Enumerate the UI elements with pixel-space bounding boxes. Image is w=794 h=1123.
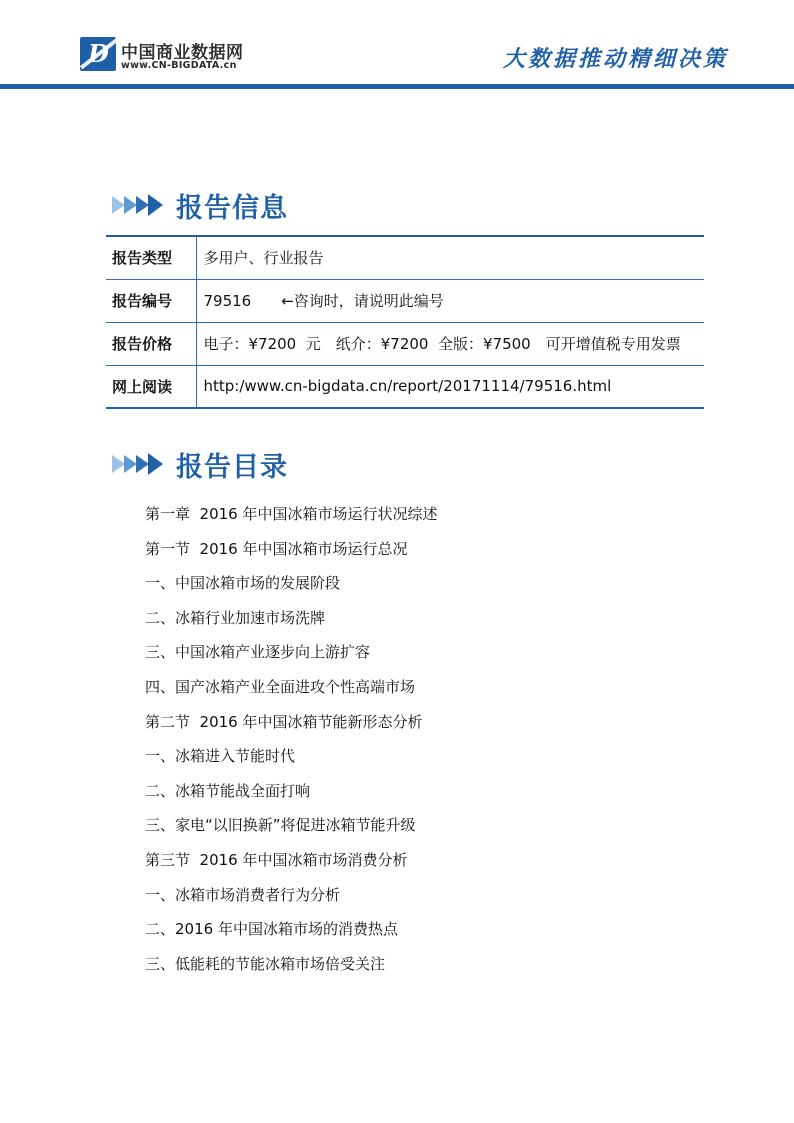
toc-item: 二、冰箱行业加速市场洗牌	[145, 608, 326, 627]
table-row	[106, 322, 704, 365]
row-value: 多用户、行业报告	[196, 236, 704, 279]
header-divider	[0, 84, 794, 89]
table-row	[106, 236, 704, 279]
toc-heading	[112, 444, 288, 484]
report-info-title: 报告信息	[176, 192, 288, 224]
table-row	[106, 365, 704, 408]
toc-item: 三、中国冰箱产业逐步向上游扩容	[145, 643, 371, 662]
table-row	[106, 279, 704, 322]
row-value: 电子：¥7200 元 纸介：¥7200 全版：¥7500 可开增值税专用发票	[196, 322, 704, 365]
page-header	[0, 0, 794, 92]
toc-item: 二、2016 年中国冰箱市场的消费热点	[145, 920, 398, 939]
row-label: 报告类型	[106, 236, 196, 279]
report-info-table	[106, 235, 704, 409]
table-of-contents	[145, 497, 437, 981]
chevrons-icon	[112, 453, 162, 475]
toc-item: 三、低能耗的节能冰箱市场倍受关注	[145, 954, 386, 973]
row-label: 报告价格	[106, 322, 196, 365]
toc-title: 报告目录	[176, 451, 288, 483]
chevrons-icon	[112, 194, 162, 216]
brand-name: 中国商业数据网	[121, 43, 244, 63]
toc-item: 第一章 2016 年中国冰箱市场运行状况综述	[145, 505, 438, 523]
row-value: 79516 ←咨询时，请说明此编号	[196, 279, 704, 322]
brand-logo-icon: D	[80, 37, 116, 71]
toc-item: 第三节 2016 年中国冰箱市场消费分析	[145, 850, 408, 869]
report-url-link[interactable]: http:/www.cn-bigdata.cn/report/20171114/79516.html	[196, 365, 704, 408]
toc-item: 二、冰箱节能战全面打响	[145, 781, 311, 800]
toc-item: 一、冰箱市场消费者行为分析	[145, 885, 341, 904]
row-label: 网上阅读	[106, 365, 196, 408]
row-label: 报告编号	[106, 279, 196, 322]
toc-item: 四、国产冰箱产业全面进攻个性高端市场	[145, 677, 416, 696]
toc-item: 一、中国冰箱市场的发展阶段	[145, 574, 341, 593]
toc-item: 三、家电“以旧换新”将促进冰箱节能升级	[145, 816, 416, 835]
brand-url: www.CN-BIGDATA.cn	[121, 60, 237, 71]
report-info-heading	[112, 185, 288, 225]
toc-item: 一、冰箱进入节能时代	[145, 747, 296, 766]
toc-item: 第二节 2016 年中国冰箱节能新形态分析	[145, 712, 423, 731]
slogan: 大数据推动精细决策	[503, 46, 729, 72]
toc-item: 第一节 2016 年中国冰箱市场运行总况	[145, 539, 408, 558]
